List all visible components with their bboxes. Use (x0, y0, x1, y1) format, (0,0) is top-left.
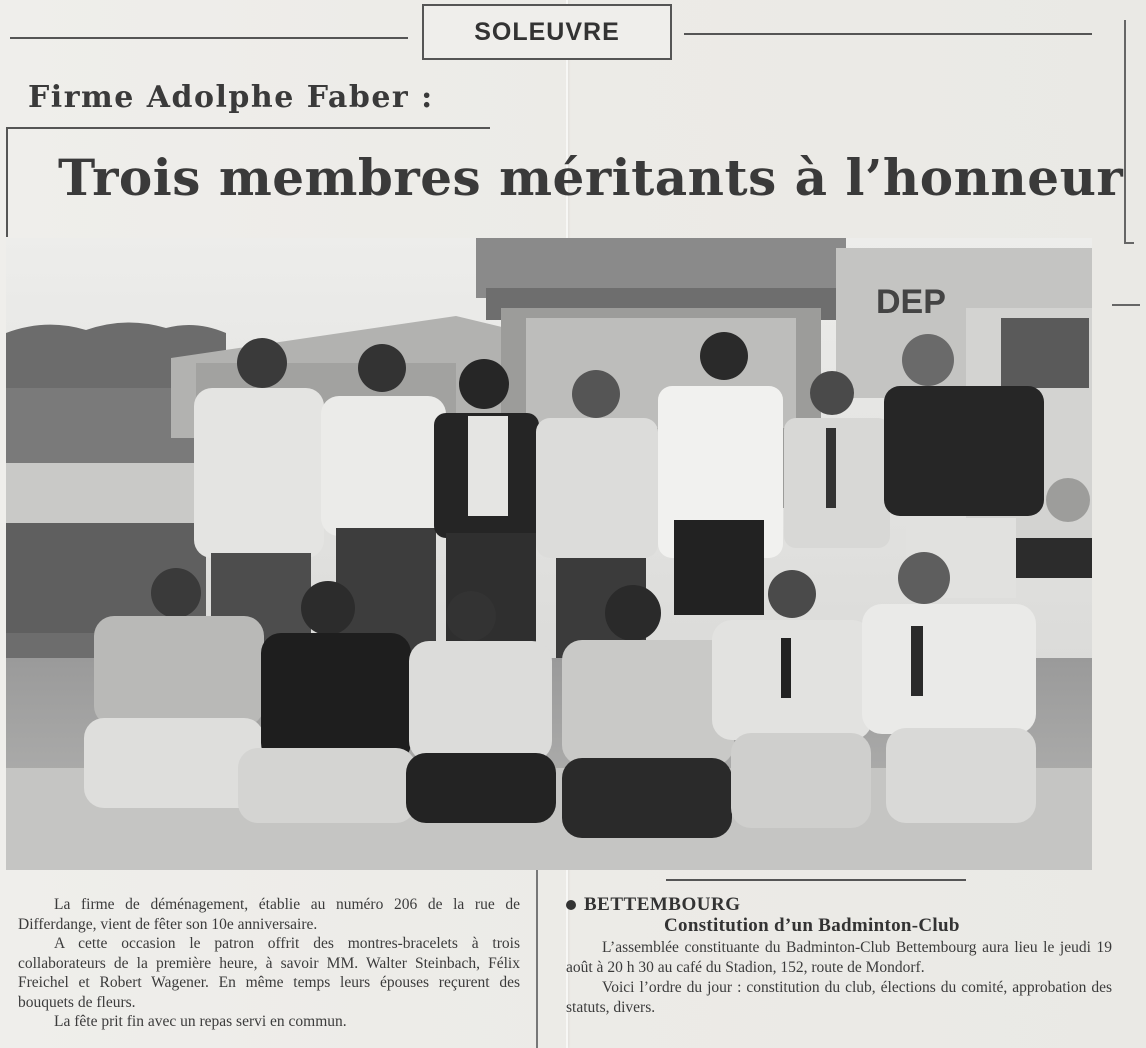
article-paragraph: A cette occasion le patron offrit des montres-bracelets à trois collaborateurs de la première heure, à savoir MM. Walter Steinbach, Félix Freichel et Robert Wagener. En même temps leurs épouses reçurent des bouquets de fleurs. (18, 935, 520, 1011)
dateline (566, 895, 1112, 915)
group-photo (6, 238, 1092, 870)
sidebar-paragraph: Voici l’ordre du jour : constitution du club, élections du comité, approbation des statuts, divers. (566, 979, 1112, 1016)
header-rule-left (10, 37, 408, 39)
kicker-underline (6, 127, 490, 129)
article-paragraph: La firme de déménagement, établie au numéro 206 de la rue de Differdange, vient de fêter son 10e anniversaire. (18, 896, 520, 933)
section-label-text: SOLEUVRE (474, 17, 620, 46)
sidebar-paragraph: L’assemblée constituante du Badminton-Club Bettembourg aura lieu le jeudi 19 août à 20 h 30 au café du Stadion, 152, route de Mondorf. (566, 939, 1112, 976)
bullet-icon (566, 900, 576, 910)
section-label (422, 4, 672, 60)
sidebar-top-rule (666, 879, 966, 881)
article-frame-left (6, 127, 8, 237)
article-body (18, 895, 520, 1032)
kicker: Firme Adolphe Faber : (28, 80, 434, 115)
sidebar-title: Constitution d’un Badminton-Club (664, 915, 960, 936)
headline: Trois membres méritants à l’honneur (58, 148, 1124, 207)
sidebar-article (566, 895, 1112, 1018)
article-paragraph: La fête prit fin avec un repas servi en commun. (54, 1013, 347, 1030)
group-photo-illustration (6, 238, 1092, 870)
truck-sign: DEP (876, 283, 946, 321)
column-divider (536, 870, 538, 1048)
header-rule-right (684, 33, 1092, 35)
dateline-text: BETTEMBOURG (584, 894, 741, 915)
edge-bracket (1124, 20, 1126, 244)
edge-tick (1112, 304, 1140, 306)
